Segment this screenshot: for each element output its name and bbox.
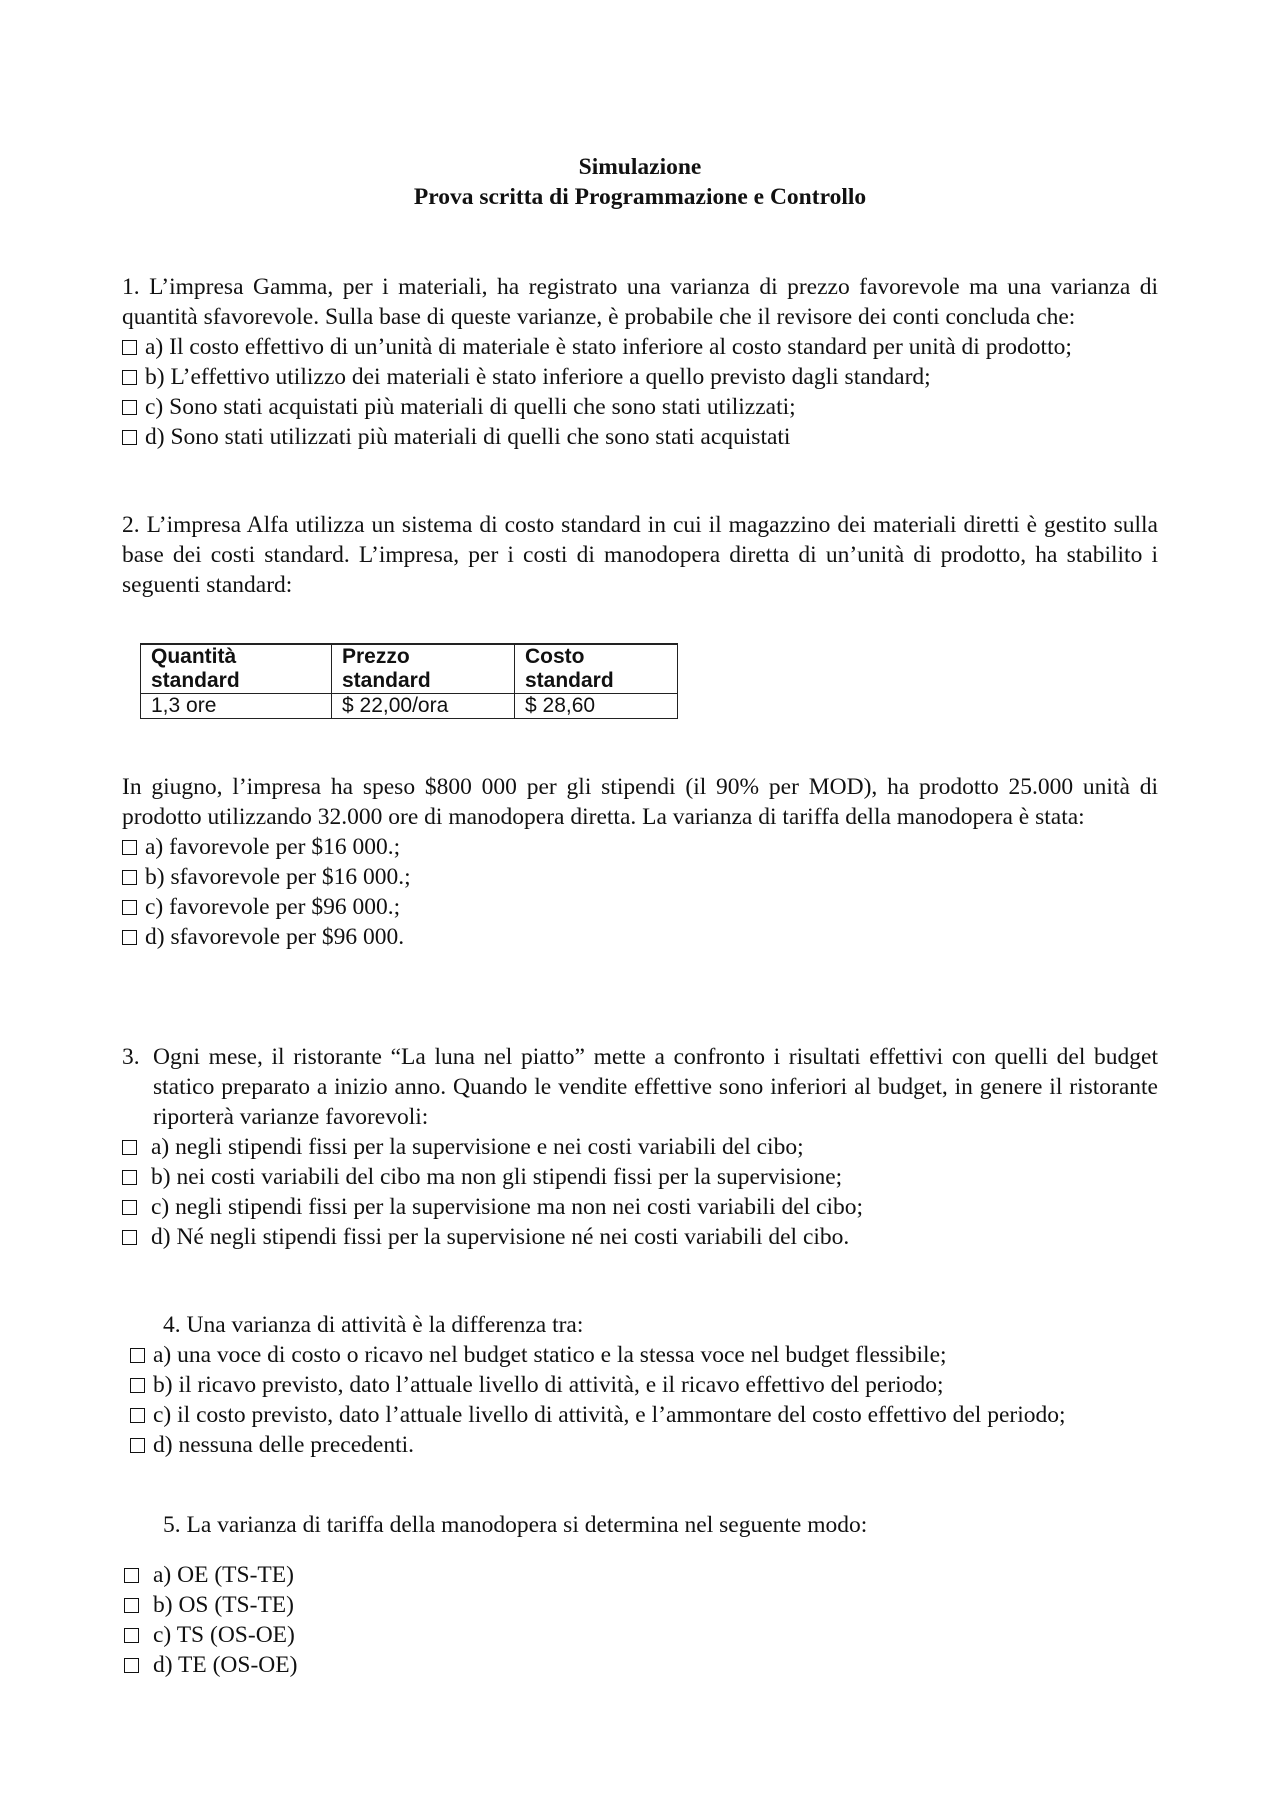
question-2 xyxy=(122,510,1158,600)
checkbox-icon[interactable] xyxy=(122,1230,137,1245)
question-2-option-a[interactable]: a) favorevole per $16 000.; xyxy=(122,832,1158,862)
checkbox-icon[interactable] xyxy=(122,430,137,445)
checkbox-icon[interactable] xyxy=(124,1628,139,1643)
checkbox-icon[interactable] xyxy=(124,1658,139,1673)
question-1-text: 1. L’impresa Gamma, per i materiali, ha registrato una varianza di prezzo favorevole ma una varianza di quantità sfavorevole. Sulla base di queste varianze, è probabile che il revisore dei conti concluda che: xyxy=(122,274,1158,330)
table-cell-cost: $ 28,60 xyxy=(515,694,678,719)
question-1-option-c[interactable]: c) Sono stati acquistati più materiali di quelli che sono stati utilizzati; xyxy=(122,392,1158,422)
question-3 xyxy=(122,1042,1158,1252)
table-header-quantity-2: standard xyxy=(141,669,332,694)
question-4-option-d[interactable]: d) nessuna delle precedenti. xyxy=(130,1430,1180,1460)
checkbox-icon[interactable] xyxy=(122,370,137,385)
question-3-option-a[interactable]: a) negli stipendi fissi per la supervisione e nei costi variabili del cibo; xyxy=(122,1132,1158,1162)
checkbox-icon[interactable] xyxy=(122,1140,137,1155)
table-header-cost-2: standard xyxy=(515,669,678,694)
table-header-quantity: Quantità xyxy=(141,644,332,669)
question-5-option-a[interactable]: a) OE (TS-TE) xyxy=(124,1560,724,1590)
question-1-option-b[interactable]: b) L’effettivo utilizzo dei materiali è stato inferiore a quello previsto dagli standard; xyxy=(122,362,1158,392)
checkbox-icon[interactable] xyxy=(122,400,137,415)
question-2-option-c[interactable]: c) favorevole per $96 000.; xyxy=(122,892,1158,922)
question-1 xyxy=(122,272,1158,452)
checkbox-icon[interactable] xyxy=(122,900,137,915)
question-5-option-d[interactable]: d) TE (OS-OE) xyxy=(124,1650,724,1680)
question-2-text-2: In giugno, l’impresa ha speso $800 000 per gli stipendi (il 90% per MOD), ha prodotto 25.000 unità di prodotto utilizzando 32.000 ore di manodopera diretta. La varianza di tariffa della manodopera è stata: xyxy=(122,774,1158,830)
checkbox-icon[interactable] xyxy=(130,1438,145,1453)
question-3-text: Ogni mese, il ristorante “La luna nel piatto” mette a confronto i risultati effettivi con quelli del budget statico preparato a inizio anno. Quando le vendite effettive sono inferiori al budget, in genere il ristorante riporterà varianze favorevoli: xyxy=(153,1044,1158,1130)
question-3-option-b[interactable]: b) nei costi variabili del cibo ma non gli stipendi fissi per la supervisione; xyxy=(122,1162,1158,1192)
table-cell-price: $ 22,00/ora xyxy=(332,694,515,719)
question-1-option-d[interactable]: d) Sono stati utilizzati più materiali di quelli che sono stati acquistati xyxy=(122,422,1158,452)
checkbox-icon[interactable] xyxy=(122,1200,137,1215)
checkbox-icon[interactable] xyxy=(130,1348,145,1363)
checkbox-icon[interactable] xyxy=(122,1170,137,1185)
table-cell-quantity: 1,3 ore xyxy=(141,694,332,719)
question-5-title: 5. La varianza di tariffa della manodopera si determina nel seguente modo: xyxy=(163,1512,868,1538)
checkbox-icon[interactable] xyxy=(130,1378,145,1393)
table-header-price: Prezzo xyxy=(332,644,515,669)
question-3-number: 3. xyxy=(122,1044,140,1070)
question-3-option-d[interactable]: d) Né negli stipendi fissi per la supervisione né nei costi variabili del cibo. xyxy=(122,1222,1158,1252)
question-5-option-b[interactable]: b) OS (TS-TE) xyxy=(124,1590,724,1620)
question-2-option-d[interactable]: d) sfavorevole per $96 000. xyxy=(122,922,1158,952)
question-4-title: 4. Una varianza di attività è la differenza tra: xyxy=(163,1312,584,1338)
checkbox-icon[interactable] xyxy=(130,1408,145,1423)
question-2-part-2 xyxy=(122,772,1158,952)
checkbox-icon[interactable] xyxy=(124,1568,139,1583)
checkbox-icon[interactable] xyxy=(122,870,137,885)
checkbox-icon[interactable] xyxy=(124,1598,139,1613)
table-header-cost: Costo xyxy=(515,644,678,669)
table-header-price-2: standard xyxy=(332,669,515,694)
question-4-options xyxy=(130,1340,1180,1460)
document-subtitle: Prova scritta di Programmazione e Controllo xyxy=(413,184,867,210)
question-2-text: 2. L’impresa Alfa utilizza un sistema di costo standard in cui il magazzino dei materiali diretti è gestito sulla base dei costi standard. L’impresa, per i costi di manodopera diretta di un’unità di prodotto, ha stabilito i seguenti standard: xyxy=(122,512,1158,598)
question-4-option-a[interactable]: a) una voce di costo o ricavo nel budget statico e la stessa voce nel budget flessibile; xyxy=(130,1340,1180,1370)
question-5-options xyxy=(124,1560,724,1680)
question-3-option-c[interactable]: c) negli stipendi fissi per la supervisione ma non nei costi variabili del cibo; xyxy=(122,1192,1158,1222)
question-1-option-a[interactable]: a) Il costo effettivo di un’unità di materiale è stato inferiore al costo standard per unità di prodotto; xyxy=(122,332,1158,362)
standards-table xyxy=(140,643,678,719)
question-5-option-c[interactable]: c) TS (OS-OE) xyxy=(124,1620,724,1650)
question-2-option-b[interactable]: b) sfavorevole per $16 000.; xyxy=(122,862,1158,892)
question-4-option-c[interactable]: c) il costo previsto, dato l’attuale livello di attività, e l’ammontare del costo effettivo del periodo; xyxy=(130,1400,1180,1430)
document-title: Simulazione xyxy=(578,154,702,180)
checkbox-icon[interactable] xyxy=(122,840,137,855)
checkbox-icon[interactable] xyxy=(122,340,137,355)
checkbox-icon[interactable] xyxy=(122,930,137,945)
question-4-option-b[interactable]: b) il ricavo previsto, dato l’attuale livello di attività, e il ricavo effettivo del periodo; xyxy=(130,1370,1180,1400)
